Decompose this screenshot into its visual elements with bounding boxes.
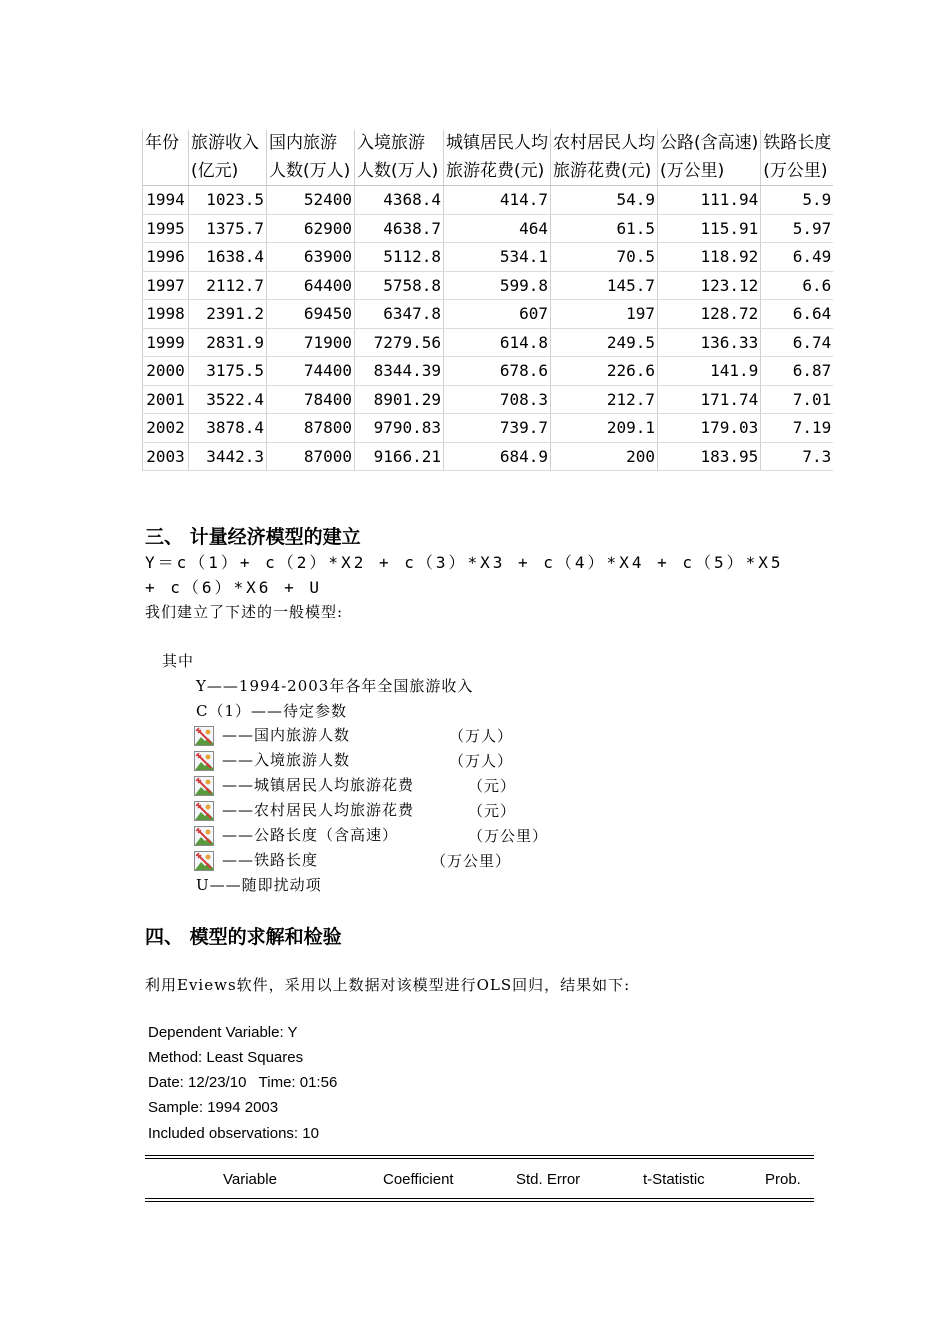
eviews-method: Method: Least Squares (148, 1049, 304, 1066)
broken-image-icon (194, 776, 214, 796)
header-cell: (万公里) (658, 158, 761, 186)
column-header-t-statistic: t-Statistic (643, 1171, 705, 1188)
table-cell: 1638.4 (189, 243, 267, 272)
header-cell: 城镇居民人均 (444, 130, 551, 158)
table-cell: 3175.5 (189, 357, 267, 386)
variable-definition (194, 799, 414, 821)
header-cell: 人数(万人) (267, 158, 355, 186)
header-cell: 公路(含高速) (658, 130, 761, 158)
table-header-row (143, 158, 834, 186)
table-cell: 2003 (143, 442, 189, 471)
table-cell: 52400 (267, 186, 355, 215)
table-cell: 3878.4 (189, 414, 267, 443)
table-cell: 9166.21 (355, 442, 444, 471)
variable-description: ——城镇居民人均旅游花费 (222, 776, 415, 794)
table-header-rule (145, 1198, 814, 1199)
table-cell: 6.74 (761, 328, 834, 357)
table-header-rule (145, 1201, 814, 1202)
y-definition: Y——1994-2003年各年全国旅游收入 (196, 677, 474, 695)
header-cell: 国内旅游 (267, 130, 355, 158)
header-cell: 旅游收入 (189, 130, 267, 158)
table-cell: 464 (444, 214, 551, 243)
header-cell: 入境旅游 (355, 130, 444, 158)
table-cell: 70.5 (551, 243, 658, 272)
table-cell: 69450 (267, 300, 355, 329)
table-row (143, 214, 834, 243)
section4-heading: 四、 模型的求解和检验 (145, 926, 342, 948)
table-cell: 5.9 (761, 186, 834, 215)
variable-definition (194, 824, 398, 846)
table-cell: 4368.4 (355, 186, 444, 215)
column-header-variable: Variable (223, 1171, 277, 1188)
table-cell: 226.6 (551, 357, 658, 386)
variable-description: ——农村居民人均旅游花费 (222, 801, 415, 819)
table-cell: 212.7 (551, 385, 658, 414)
table-cell: 8344.39 (355, 357, 444, 386)
table-row (143, 271, 834, 300)
table-cell: 6.87 (761, 357, 834, 386)
table-cell: 118.92 (658, 243, 761, 272)
table-cell: 5112.8 (355, 243, 444, 272)
table-cell: 64400 (267, 271, 355, 300)
header-cell: 农村居民人均 (551, 130, 658, 158)
table-cell: 145.7 (551, 271, 658, 300)
table-cell: 123.12 (658, 271, 761, 300)
table-cell: 708.3 (444, 385, 551, 414)
table-cell: 249.5 (551, 328, 658, 357)
table-cell: 1998 (143, 300, 189, 329)
table-cell: 3522.4 (189, 385, 267, 414)
header-cell: 旅游花费(元) (551, 158, 658, 186)
table-cell: 71900 (267, 328, 355, 357)
table-cell: 678.6 (444, 357, 551, 386)
table-cell: 171.74 (658, 385, 761, 414)
variable-description: ——铁路长度 (222, 851, 319, 869)
c-definition: C（1）——待定参数 (196, 702, 348, 720)
variable-unit: （万公里） (468, 827, 549, 845)
table-cell: 8901.29 (355, 385, 444, 414)
broken-image-icon (194, 751, 214, 771)
table-header-row (143, 130, 834, 158)
section4-intro: 利用Eviews软件，采用以上数据对该模型进行OLS回归，结果如下: (145, 976, 631, 994)
header-cell: 铁路长度 (761, 130, 834, 158)
header-cell: 人数(万人) (355, 158, 444, 186)
table-cell: 7.3 (761, 442, 834, 471)
column-header-coefficient: Coefficient (383, 1171, 454, 1188)
table-cell: 607 (444, 300, 551, 329)
eviews-dependent: Dependent Variable: Y (148, 1024, 298, 1041)
table-cell: 87800 (267, 414, 355, 443)
variable-unit: （万公里） (431, 852, 512, 870)
table-cell: 200 (551, 442, 658, 471)
table-cell: 684.9 (444, 442, 551, 471)
table-row (143, 442, 834, 471)
table-cell: 5758.8 (355, 271, 444, 300)
table-cell: 209.1 (551, 414, 658, 443)
table-cell: 87000 (267, 442, 355, 471)
broken-image-icon (194, 801, 214, 821)
variable-unit: （万人） (449, 727, 514, 745)
table-cell: 7.01 (761, 385, 834, 414)
table-row (143, 300, 834, 329)
table-cell: 74400 (267, 357, 355, 386)
table-cell: 62900 (267, 214, 355, 243)
table-cell: 111.94 (658, 186, 761, 215)
table-cell: 7.19 (761, 414, 834, 443)
where-label: 其中 (162, 652, 195, 670)
variable-unit: （万人） (449, 752, 514, 770)
variable-definition (194, 849, 318, 871)
u-definition: U——随即扰动项 (196, 876, 322, 894)
table-row (143, 357, 834, 386)
eviews-sample: Sample: 1994 2003 (148, 1099, 279, 1116)
variable-definition (194, 724, 350, 746)
table-cell: 6.49 (761, 243, 834, 272)
model-intro: 我们建立了下述的一般模型: (145, 603, 344, 621)
eviews-observations: Included observations: 10 (148, 1125, 319, 1142)
table-cell: 2831.9 (189, 328, 267, 357)
broken-image-icon (194, 826, 214, 846)
variable-definition (194, 774, 414, 796)
table-cell: 534.1 (444, 243, 551, 272)
variable-description: ——入境旅游人数 (222, 751, 351, 769)
table-cell: 7279.56 (355, 328, 444, 357)
table-cell: 6.6 (761, 271, 834, 300)
table-cell: 739.7 (444, 414, 551, 443)
table-cell: 78400 (267, 385, 355, 414)
table-cell: 1997 (143, 271, 189, 300)
header-cell: 年份 (143, 130, 189, 158)
table-cell: 1375.7 (189, 214, 267, 243)
table-cell: 141.9 (658, 357, 761, 386)
table-cell: 1995 (143, 214, 189, 243)
table-cell: 2000 (143, 357, 189, 386)
section3-heading: 三、 计量经济模型的建立 (145, 526, 361, 548)
table-cell: 183.95 (658, 442, 761, 471)
table-cell: 6.64 (761, 300, 834, 329)
header-cell: 旅游花费(元) (444, 158, 551, 186)
table-cell: 197 (551, 300, 658, 329)
variable-description: ——公路长度（含高速） (222, 826, 399, 844)
table-top-rule (145, 1158, 814, 1159)
header-cell: (万公里) (761, 158, 834, 186)
broken-image-icon (194, 726, 214, 746)
header-cell (143, 158, 189, 186)
table-cell: 2112.7 (189, 271, 267, 300)
table-row (143, 186, 834, 215)
table-cell: 2001 (143, 385, 189, 414)
header-cell: (亿元) (189, 158, 267, 186)
table-cell: 4638.7 (355, 214, 444, 243)
table-row (143, 243, 834, 272)
column-header-prob: Prob. (765, 1171, 801, 1188)
table-cell: 599.8 (444, 271, 551, 300)
variable-definition (194, 749, 350, 771)
table-row (143, 414, 834, 443)
table-cell: 3442.3 (189, 442, 267, 471)
table-cell: 54.9 (551, 186, 658, 215)
tourism-data-table (142, 130, 833, 471)
table-cell: 2391.2 (189, 300, 267, 329)
table-cell: 136.33 (658, 328, 761, 357)
table-cell: 6347.8 (355, 300, 444, 329)
broken-image-icon (194, 851, 214, 871)
table-cell: 61.5 (551, 214, 658, 243)
table-cell: 1994 (143, 186, 189, 215)
table-row (143, 328, 834, 357)
table-cell: 414.7 (444, 186, 551, 215)
eviews-date: Date: 12/23/10 Time: 01:56 (148, 1074, 338, 1091)
table-cell: 9790.83 (355, 414, 444, 443)
variable-description: ——国内旅游人数 (222, 726, 351, 744)
model-formula-line2: + c（6）*X6 + U (145, 578, 322, 597)
table-cell: 1023.5 (189, 186, 267, 215)
table-cell: 614.8 (444, 328, 551, 357)
table-row (143, 385, 834, 414)
table-cell: 1999 (143, 328, 189, 357)
table-top-rule (145, 1155, 814, 1156)
table-cell: 115.91 (658, 214, 761, 243)
column-header-std-error: Std. Error (516, 1171, 581, 1188)
model-formula-line1: Y＝c（1）+ c（2）*X2 + c（3）*X3 + c（4）*X4 + c（5）*X5 (145, 553, 784, 572)
variable-unit: （元） (468, 802, 517, 820)
table-cell: 128.72 (658, 300, 761, 329)
table-cell: 5.97 (761, 214, 834, 243)
table-cell: 179.03 (658, 414, 761, 443)
table-cell: 1996 (143, 243, 189, 272)
table-cell: 2002 (143, 414, 189, 443)
table-cell: 63900 (267, 243, 355, 272)
variable-unit: （元） (468, 777, 517, 795)
